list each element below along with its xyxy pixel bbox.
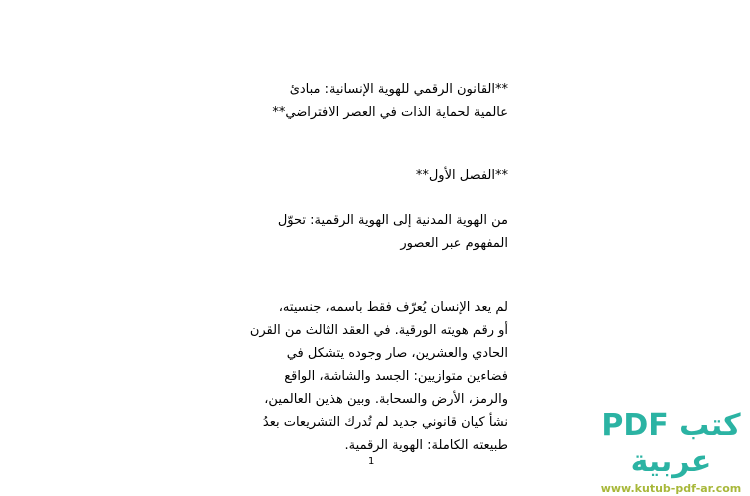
chapter-heading: **الفصل الأول** <box>415 168 508 183</box>
watermark-url: www.kutub-pdf-ar.com <box>600 482 742 495</box>
body-paragraph: لم يعد الإنسان يُعرّف فقط باسمه، جنسيته، أو رقم هويته الورقية. في العقد الثالث من القرن الحادي والعشرين، صار وجوده يتشكل في فضاءين متوازيين: الجسد والشاشة، الواقع والرمز، الأرض والسحابة. وبين هذين العالمين، نشأ كيان قانوني جديد لم تُدرك التشريعات بعدُ طبيعته الكاملة: الهوية الرقمية. <box>249 300 508 453</box>
section-heading: من الهوية المدنية إلى الهوية الرقمية: تحوّل المفهوم عبر العصور <box>277 213 508 251</box>
page-number: 1 <box>368 456 375 467</box>
watermark-logo <box>596 408 746 496</box>
watermark-title: كتب PDF عربية <box>601 408 741 479</box>
document-title: **القانون الرقمي للهوية الإنسانية: مبادئ عالمية لحماية الذات في العصر الافتراضي** <box>272 82 508 120</box>
